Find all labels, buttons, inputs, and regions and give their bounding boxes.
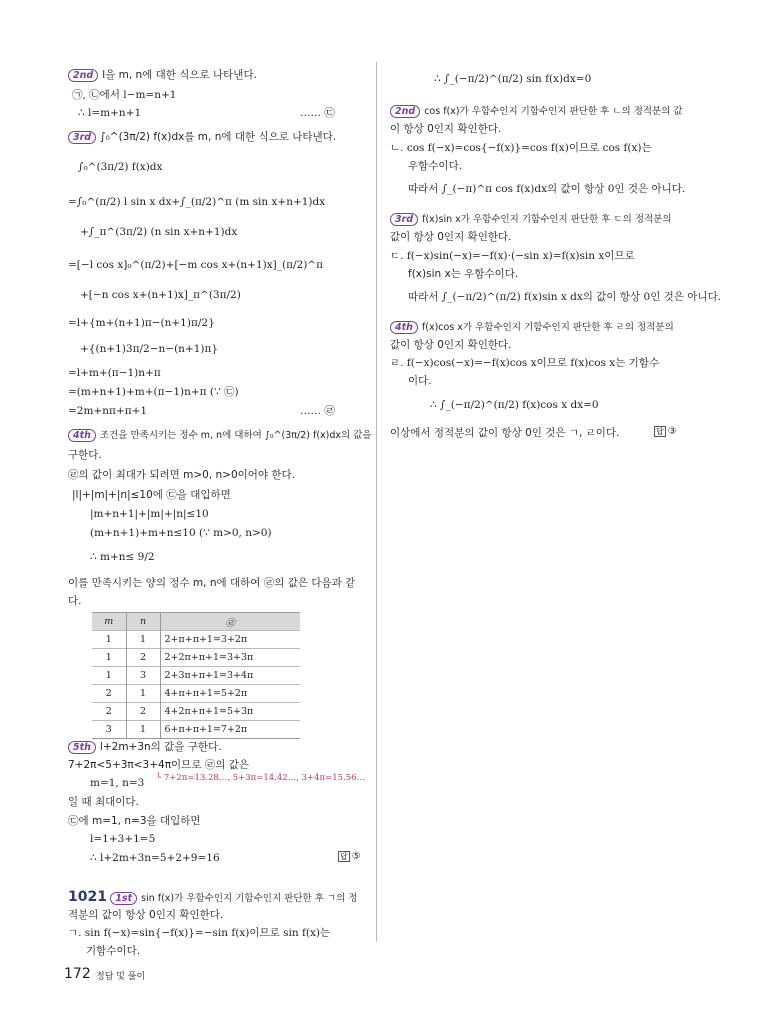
step-3rd-line <box>68 130 336 144</box>
solution-line: 기함수이다. <box>86 945 141 957</box>
answer-box: 답 <box>340 852 348 861</box>
cell: 2+2π+π+1=3+3π <box>160 649 300 667</box>
solution-line: 이 항상 0인지 확인한다. <box>390 123 502 135</box>
solution-line: m=1, n=3 <box>90 777 145 789</box>
step-4th-line <box>68 428 372 443</box>
cell: 2 <box>126 703 160 721</box>
cell: 1 <box>126 685 160 703</box>
solution-line: ㉠, ㉡에서 l−m=n+1 <box>72 89 177 101</box>
step-badge: 2nd <box>68 69 98 82</box>
solution-line: =(m+n+1)+m+(π−1)n+π (∵ ㉢) <box>68 386 239 398</box>
step-4th-line <box>390 320 674 335</box>
solution-line: =l+m+(π−1)n+π <box>68 367 161 379</box>
step-badge: 3rd <box>390 213 418 226</box>
solution-line: ∫₀^(3π/2) f(x)dx <box>78 161 163 173</box>
cell: 3 <box>126 667 160 685</box>
solution-line: (m+n+1)+m+n≤10 (∵ m>0, n>0) <box>90 527 272 539</box>
solution-line: 값이 항상 0인지 확인한다. <box>390 339 512 351</box>
line-text: sin f(x)가 우함수인지 기함수인지 판단한 후 ㄱ의 정 <box>141 893 358 904</box>
step-badge: 3rd <box>68 131 96 144</box>
solution-line: 이상에서 정적분의 값이 항상 0인 것은 ㄱ, ㄹ이다. <box>390 427 620 439</box>
step-badge: 2nd <box>390 105 420 118</box>
solution-line: ∴ ∫_(−π/2)^(π/2) f(x)cos x dx=0 <box>430 399 599 411</box>
solution-line: 다. <box>68 595 82 607</box>
column-header: n <box>126 613 160 631</box>
table-row <box>92 703 300 721</box>
column-header: ㉣ <box>160 613 300 631</box>
solution-line: =2m+nπ+π+1 <box>68 405 148 417</box>
solution-line: =∫₀^(π/2) l sin x dx+∫_(π/2)^π (m sin x+n+1)dx <box>68 196 326 208</box>
cell: 2 <box>92 685 126 703</box>
cell: 2+3π+π+1=3+4π <box>160 667 300 685</box>
solution-line: f(x)sin x는 우함수이다. <box>408 268 519 280</box>
solution-line: ㄱ. sin f(−x)=sin{−f(x)}=−sin f(x)이므로 sin f(x)는 <box>68 927 331 939</box>
question-number: 1021 <box>68 889 107 905</box>
table-row <box>92 721 300 739</box>
cell: 2+π+π+1=3+2π <box>160 631 300 649</box>
solution-line: ㄴ. cos f(−x)=cos{−f(x)}=cos f(x)이므로 cos f(x)는 <box>390 142 652 154</box>
line-text: l+2m+3n의 값을 구한다. <box>99 741 222 753</box>
calc-note: └ 7+2π=13.28…, 5+3π=14.42…, 3+4π=15.56… <box>156 773 366 783</box>
column-divider <box>376 62 377 942</box>
solution-line: ∴ l+2m+3n=5+2+9=16 <box>90 852 220 864</box>
equation-tag: …… ㉣ <box>300 405 335 417</box>
footer-label: 정답 및 풀이 <box>96 972 146 982</box>
column-header: m <box>92 613 126 631</box>
final-answer <box>338 851 361 862</box>
solution-line: +∫_π^(3π/2) (n sin x+n+1)dx <box>80 226 238 238</box>
line-text: cos f(x)가 우함수인지 기함수인지 판단한 후 ㄴ의 정적분의 값 <box>424 106 683 117</box>
cell: 6+π+π+1=7+2π <box>160 721 300 739</box>
step-2nd-line <box>390 104 683 119</box>
solution-line: 우함수이다. <box>408 160 463 172</box>
solution-line: 이다. <box>408 375 432 387</box>
answer-value: ⑤ <box>351 851 361 862</box>
step-badge: 4th <box>68 429 96 442</box>
solution-line: 이를 만족시키는 양의 정수 m, n에 대하여 ㉣의 값은 다음과 같 <box>68 577 356 589</box>
solution-line: 7+2π<5+3π<3+4π이므로 ㉣의 값은 <box>68 759 250 771</box>
line-text: f(x)sin x가 우함수인지 기함수인지 판단한 후 ㄷ의 정적분의 <box>422 214 672 225</box>
step-badge: 5th <box>68 741 96 754</box>
line-text: l을 m, n에 대한 식으로 나타낸다. <box>102 69 257 81</box>
solution-line: +{(n+1)3π/2−n−(n+1)π} <box>80 343 219 355</box>
solution-line: 따라서 ∫_(−π/2)^(π/2) f(x)sin x dx의 값이 항상 0인 것은 아니다. <box>408 291 722 303</box>
step-3rd-line <box>390 212 672 227</box>
cell: 3 <box>92 721 126 739</box>
cell: 1 <box>126 631 160 649</box>
page-number: 172 <box>64 966 91 982</box>
solution-line: ∴ ∫_(−π/2)^(π/2) sin f(x)dx=0 <box>434 73 592 85</box>
cell: 1 <box>92 667 126 685</box>
line-text: 조건을 만족시키는 정수 m, n에 대하여 ∫₀^(3π/2) f(x)dx의 값을 <box>99 430 372 441</box>
solution-line: ㄷ. f(−x)sin(−x)=−f(x)·(−sin x)=f(x)sin x이므로 <box>390 250 635 262</box>
answer-value: ③ <box>667 426 677 437</box>
step-badge: 1st <box>110 892 137 905</box>
cell: 1 <box>92 631 126 649</box>
answer-box: 답 <box>656 427 664 436</box>
solution-line: +[−n cos x+(n+1)x]_π^(3π/2) <box>80 289 241 301</box>
cell: 2 <box>92 703 126 721</box>
equation-tag: …… ㉢ <box>300 107 335 119</box>
cell: 1 <box>92 649 126 667</box>
line-text: ∫₀^(3π/2) f(x)dx를 m, n에 대한 식으로 나타낸다. <box>100 131 337 143</box>
step-5th-line <box>68 740 222 754</box>
step-badge: 4th <box>390 321 418 334</box>
solution-line: ∴ l=m+n+1 <box>78 107 142 119</box>
solution-line: |m+n+1|+|m|+|n|≤10 <box>90 508 209 520</box>
solution-line: =l+{m+(n+1)π−(n+1)π/2} <box>68 317 215 329</box>
cell: 4+π+π+1=5+2π <box>160 685 300 703</box>
solution-line: l=1+3+1=5 <box>90 833 156 845</box>
solution-line: 일 때 최대이다. <box>68 796 139 808</box>
solution-line: 구한다. <box>68 449 102 461</box>
table-header-row <box>92 613 300 631</box>
cell: 4+2π+π+1=5+3π <box>160 703 300 721</box>
line-text: f(x)cos x가 우함수인지 기함수인지 판단한 후 ㄹ의 정적분의 <box>421 322 674 333</box>
solution-line: 따라서 ∫_(−π)^π cos f(x)dx의 값이 항상 0인 것은 아니다. <box>408 183 686 195</box>
solution-line: ㉢에 m=1, n=3을 대입하면 <box>68 815 201 827</box>
cell: 2 <box>126 649 160 667</box>
question-1021-line <box>68 890 357 906</box>
cell: 1 <box>126 721 160 739</box>
table-row <box>92 631 300 649</box>
final-answer <box>654 426 677 437</box>
step-2nd-line <box>68 68 257 82</box>
solution-line: ∴ m+n≤ 9/2 <box>90 551 155 563</box>
solution-line: ㄹ. f(−x)cos(−x)=−f(x)cos x이므로 f(x)cos x는 기함수 <box>390 357 660 369</box>
solution-line: 값이 항상 0인지 확인한다. <box>390 231 512 243</box>
table-row <box>92 667 300 685</box>
table-row <box>92 649 300 667</box>
value-table <box>92 612 300 739</box>
solution-line: |l|+|m|+|n|≤10에 ㉢을 대입하면 <box>72 489 231 501</box>
solution-line: ㉣의 값이 최대가 되려면 m>0, n>0이어야 한다. <box>68 469 296 481</box>
solution-line: =[−l cos x]₀^(π/2)+[−m cos x+(n+1)x]_(π/2)^π <box>68 259 323 271</box>
table-row <box>92 685 300 703</box>
solution-line: 적분의 값이 항상 0인지 확인한다. <box>68 909 224 921</box>
